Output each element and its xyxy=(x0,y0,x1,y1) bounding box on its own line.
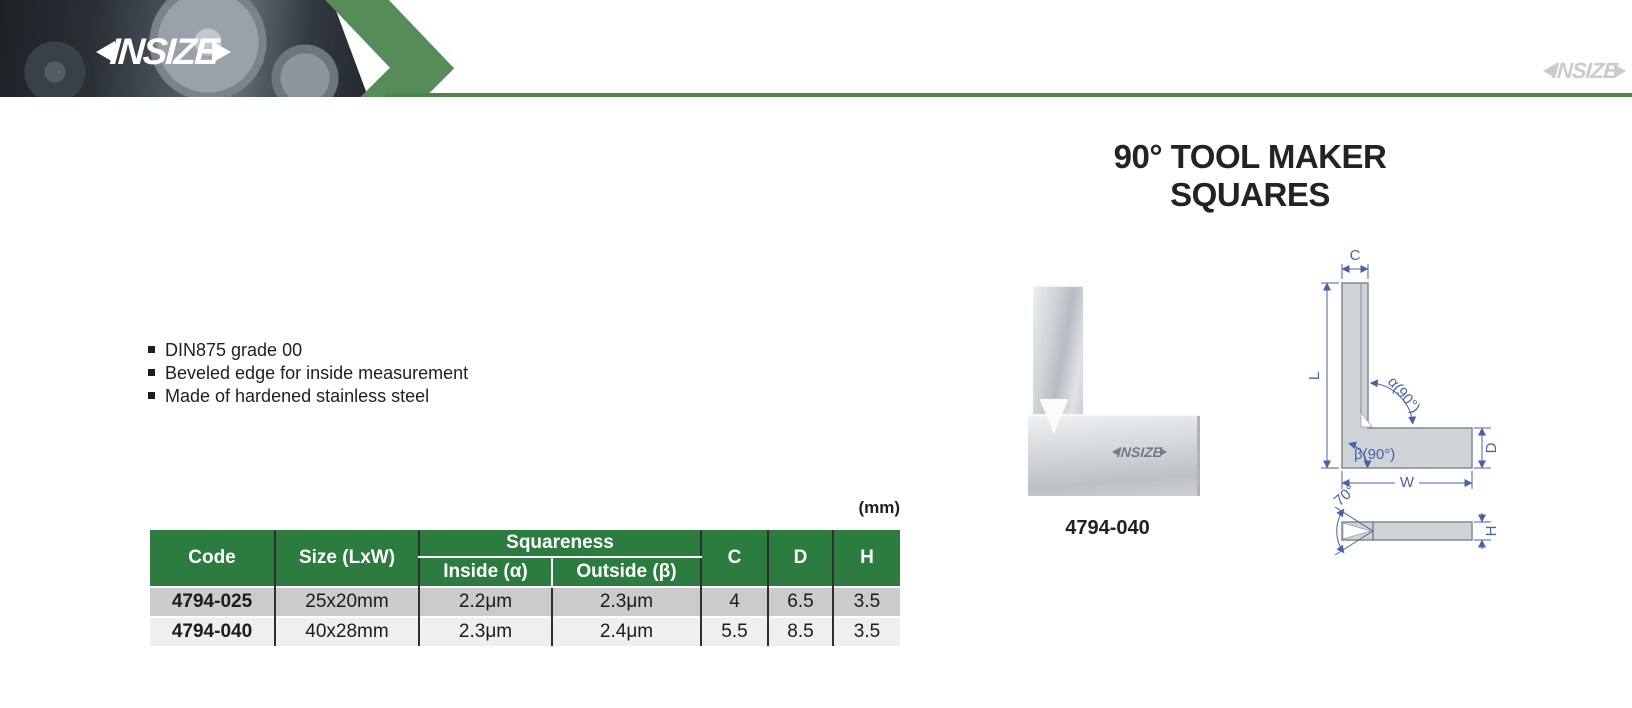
table-row xyxy=(150,587,900,617)
bullet-icon xyxy=(148,369,155,376)
feature-item xyxy=(148,385,468,408)
cell-outside: 2.3μm xyxy=(552,587,701,617)
col-header-code: Code xyxy=(150,530,275,587)
bullet-icon xyxy=(148,392,155,399)
feature-text: Made of hardened stainless steel xyxy=(165,386,430,406)
page-title: 90° TOOL MAKER SQUARES xyxy=(1113,138,1387,213)
col-header-outside: Outside (β) xyxy=(552,557,701,587)
cell-code: 4794-025 xyxy=(150,587,275,617)
feature-text: DIN875 grade 00 xyxy=(165,340,303,360)
dim-label-h: H xyxy=(1483,525,1500,537)
product-photo xyxy=(1000,281,1215,551)
dim-label-beta: β(90°) xyxy=(1354,446,1396,463)
product-code-caption: 4794-040 xyxy=(1065,517,1150,539)
engraving-text: INSIZE xyxy=(1116,444,1163,460)
cell-code: 4794-040 xyxy=(150,617,275,646)
spec-table xyxy=(150,530,900,646)
col-header-c: C xyxy=(701,530,768,587)
green-chevron xyxy=(0,0,1632,97)
col-header-inside: Inside (α) xyxy=(419,557,552,587)
header-banner xyxy=(0,0,1632,97)
cell-h: 3.5 xyxy=(833,617,900,646)
table-row xyxy=(150,617,900,646)
cell-c: 5.5 xyxy=(701,617,768,646)
brand-watermark-text: INSIZE xyxy=(1551,58,1618,83)
dim-label-70: 70° xyxy=(1330,481,1360,510)
dim-label-alpha: α(90°) xyxy=(1383,373,1424,417)
dim-label-l: L xyxy=(1306,371,1323,381)
col-header-size: Size (LxW) xyxy=(275,530,419,587)
dim-label-c: C xyxy=(1349,247,1361,264)
feature-item xyxy=(148,362,468,385)
dim-label-d: D xyxy=(1483,442,1500,454)
col-header-h: H xyxy=(833,530,900,587)
cell-size: 25x20mm xyxy=(275,587,419,617)
technical-diagram xyxy=(1285,235,1515,565)
brand-watermark xyxy=(1543,60,1626,82)
cell-inside: 2.3μm xyxy=(419,617,552,646)
bullet-icon xyxy=(148,346,155,353)
cell-d: 6.5 xyxy=(768,587,833,617)
unit-label: (mm) xyxy=(858,498,900,517)
engraved-logo xyxy=(1112,445,1167,459)
cell-c: 4 xyxy=(701,587,768,617)
cell-h: 3.5 xyxy=(833,587,900,617)
header-rule xyxy=(386,93,1632,97)
cell-d: 8.5 xyxy=(768,617,833,646)
cell-size: 40x28mm xyxy=(275,617,419,646)
cell-outside: 2.4μm xyxy=(552,617,701,646)
feature-list xyxy=(148,339,468,408)
dim-label-w: W xyxy=(1399,474,1415,491)
col-header-d: D xyxy=(768,530,833,587)
feature-item xyxy=(148,339,468,362)
col-header-squareness: Squareness xyxy=(419,530,701,557)
brand-logo-text: INSIZE xyxy=(108,31,219,72)
cell-inside: 2.2μm xyxy=(419,587,552,617)
feature-text: Beveled edge for inside measurement xyxy=(165,363,469,383)
